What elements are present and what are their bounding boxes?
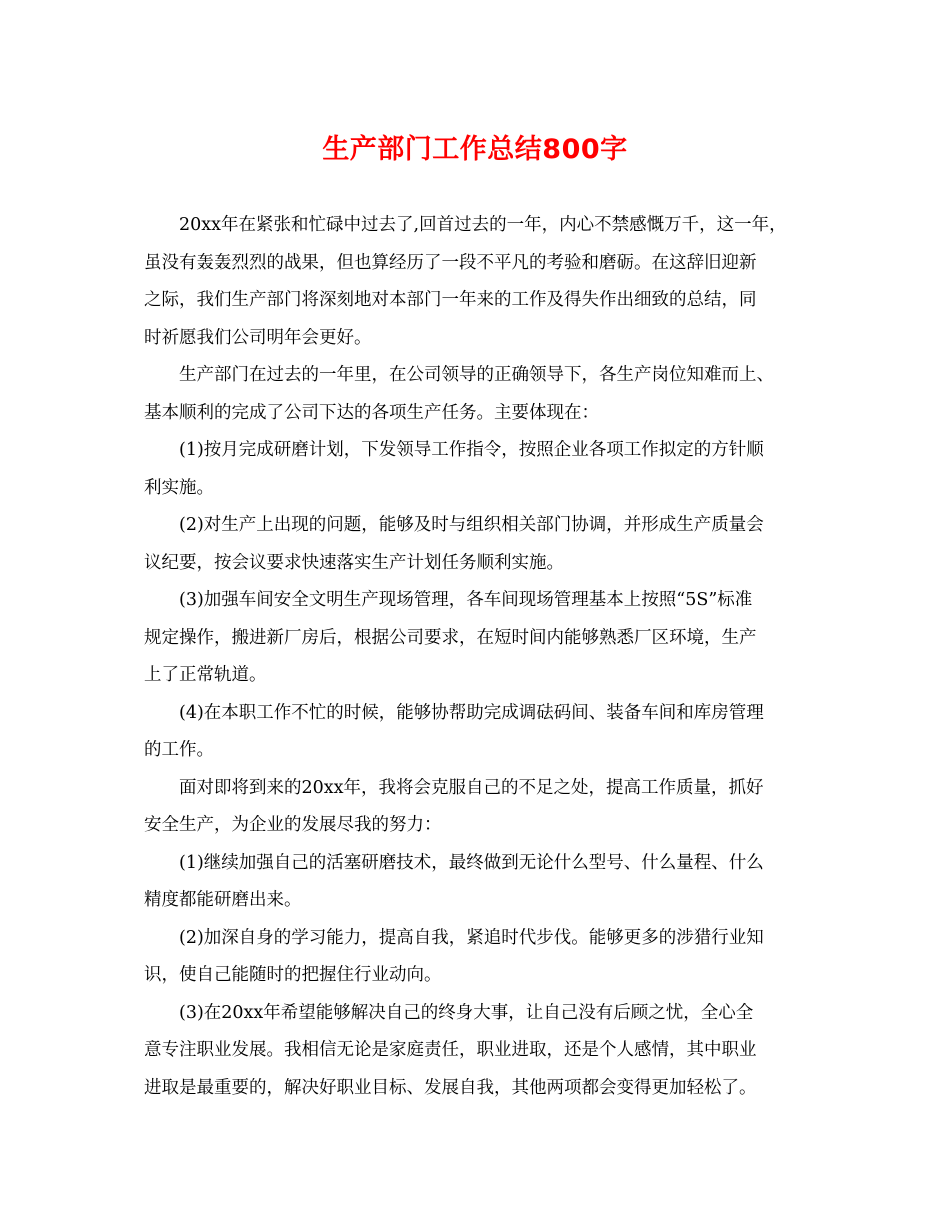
paragraph-line: 基本顺利的完成了公司下达的各项生产任务。主要体现在： — [144, 402, 599, 423]
paragraph-line: (1)按月完成研磨计划，下发领导工作指令，按照企业各项工作拟定的方针顺 — [179, 440, 764, 460]
paragraph-line: 之际，我们生产部门将深刻地对本部门一年来的工作及得失作出细致的总结，同 — [144, 290, 757, 310]
document-title: 生产部门工作总结800字 — [322, 134, 628, 165]
paragraph-line: (4)在本职工作不忙的时候，能够协帮助完成调砝码间、装备车间和库房管理 — [179, 702, 764, 723]
paragraph-line: 时祈愿我们公司明年会更好。 — [144, 327, 372, 348]
paragraph-line: 安全生产，为企业的发展尽我的努力： — [144, 815, 442, 835]
paragraph-line: (3)在20xx年希望能够解决自己的终身大事，让自己没有后顾之忧，全心全 — [179, 1002, 754, 1023]
document-body — [144, 207, 824, 1107]
paragraph-line: 规定操作，搬进新厂房后，根据公司要求，在短时间内能够熟悉厂区环境，生产 — [144, 627, 757, 648]
paragraph-line: 20xx年在紧张和忙碌中过去了,回首过去的一年，内心不禁感慨万千，这一年， — [179, 215, 787, 235]
paragraph-line: (2)对生产上出现的问题，能够及时与组织相关部门协调，并形成生产质量会 — [179, 515, 764, 535]
paragraph-line: 利实施。 — [144, 477, 214, 498]
paragraph-line: (3)加强车间安全文明生产现场管理，各车间现场管理基本上按照“5S”标准 — [179, 590, 753, 610]
paragraph-line: 上了正常轨道。 — [144, 665, 267, 685]
paragraph-line: 意专注职业发展。我相信无论是家庭责任，职业进取，还是个人感情，其中职业 — [144, 1040, 757, 1060]
paragraph-line: 的工作。 — [144, 740, 214, 760]
paragraph-line: 议纪要，按会议要求快速落实生产计划任务顺利实施。 — [144, 552, 564, 573]
paragraph-line: 生产部门在过去的一年里，在公司领导的正确领导下，各生产岗位知难而上、 — [179, 365, 774, 385]
paragraph-line: 面对即将到来的20xx年，我将会克服自己的不足之处，提高工作质量，抓好 — [179, 777, 764, 798]
paragraph-line: (1)继续加强自己的活塞研磨技术，最终做到无论什么型号、什么量程、什么 — [179, 852, 764, 873]
paragraph-line: 识，使自己能随时的把握住行业动向。 — [144, 965, 442, 985]
paragraph-line: 进取是最重要的，解决好职业目标、发展自我，其他两项都会变得更加轻松了。 — [144, 1077, 757, 1098]
paragraph-line: 精度都能研磨出来。 — [144, 890, 302, 910]
paragraph-line: (2)加深自身的学习能力，提高自我，紧追时代步伐。能够更多的涉猎行业知 — [179, 927, 764, 948]
paragraph-line: 虽没有轰轰烈烈的战果，但也算经历了一段不平凡的考验和磨砺。在这辞旧迎新 — [144, 252, 757, 273]
